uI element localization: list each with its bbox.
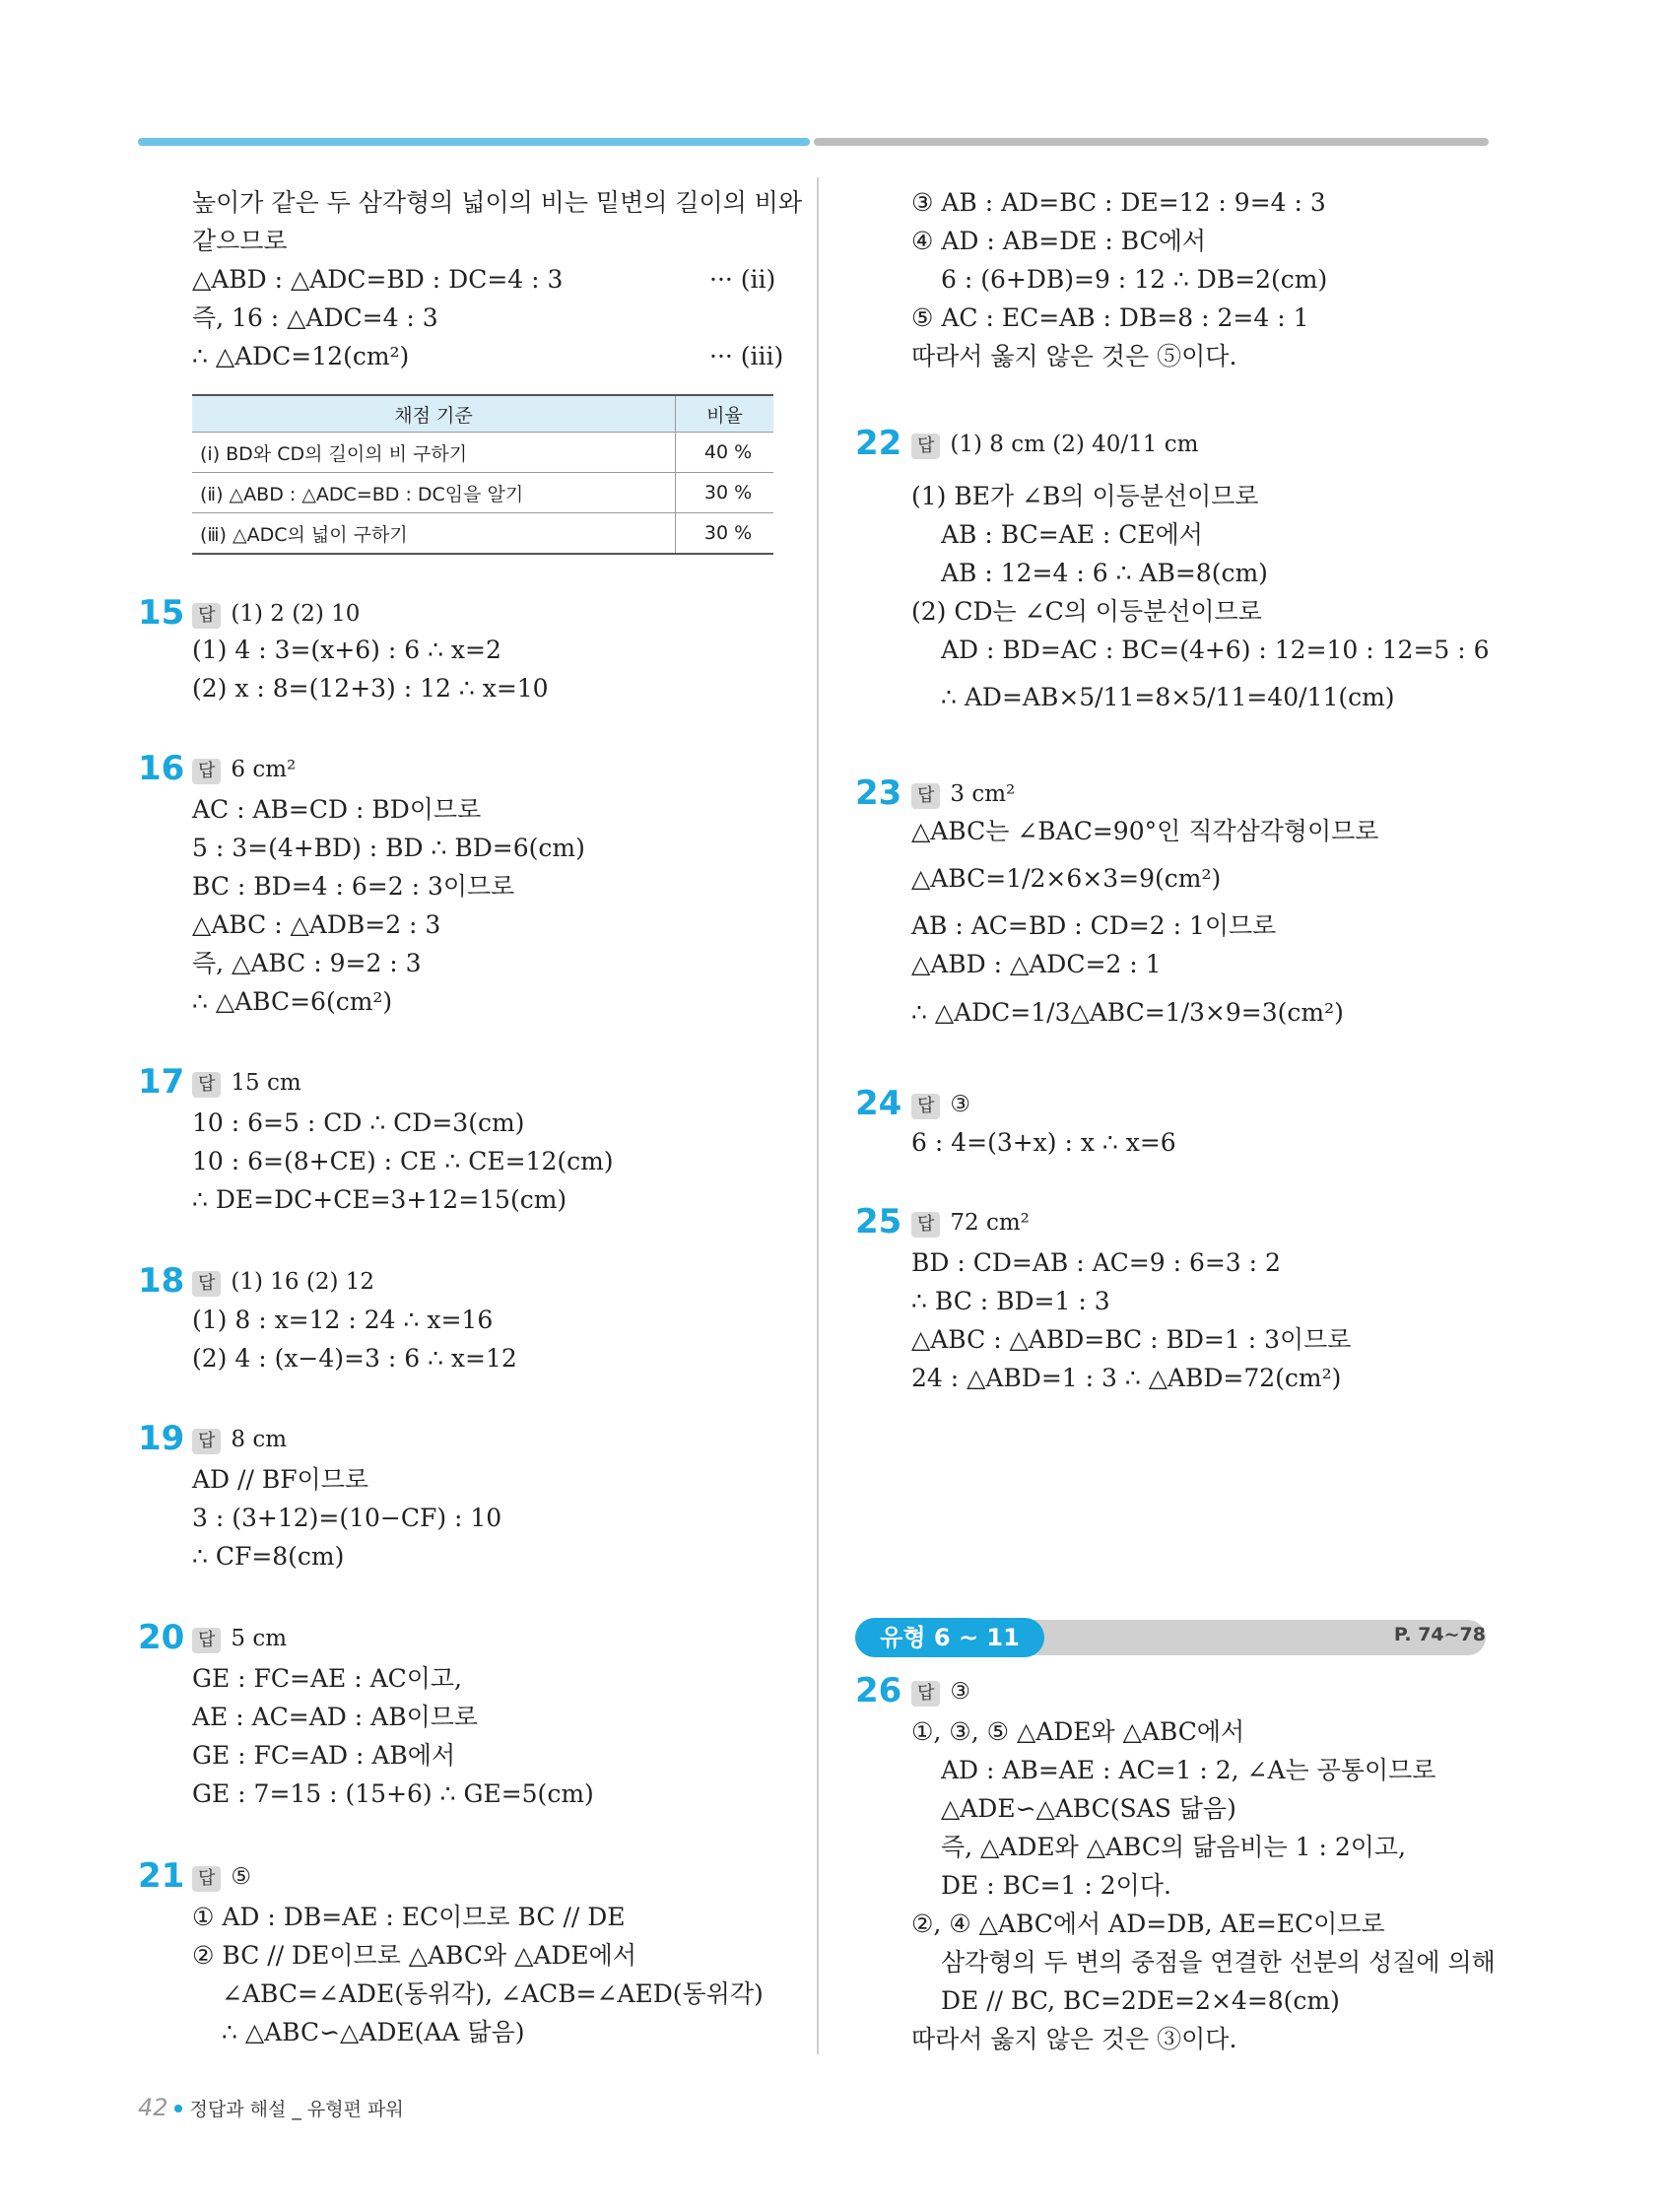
text-line: △ABD : △ADC=2 : 1 bbox=[911, 950, 1162, 978]
section-pages: P. 74~78 bbox=[1393, 1624, 1486, 1645]
text-line: AD : BD=AC : BC=(4+6) : 12=10 : 12=5 : 6 bbox=[941, 636, 1490, 664]
answer-tag: 답 bbox=[192, 1429, 221, 1454]
question-number: 21 bbox=[138, 1856, 185, 1896]
answer-line bbox=[192, 1066, 301, 1100]
answer-tag: 답 bbox=[911, 434, 940, 459]
answer-line bbox=[192, 597, 360, 631]
question-number: 15 bbox=[138, 593, 185, 633]
grading-header-ratio: 비율 bbox=[676, 395, 774, 433]
text-line: AC : AB=CD : BD이므로 bbox=[192, 795, 482, 824]
text-line: 따라서 옳지 않은 것은 ⑤이다. bbox=[911, 342, 1237, 370]
text-line: BD : CD=AB : AC=9 : 6=3 : 2 bbox=[911, 1248, 1281, 1277]
text-line: AD : AB=AE : AC=1 : 2, ∠A는 공통이므로 bbox=[941, 1756, 1436, 1784]
question-number: 22 bbox=[855, 424, 902, 463]
text-line: (1) 8 : x=12 : 24 ∴ x=16 bbox=[192, 1306, 494, 1334]
text-line: GE : FC=AE : AC이고, bbox=[192, 1664, 463, 1693]
grading-criterion: (ⅲ) △ADC의 넓이 구하기 bbox=[192, 513, 676, 555]
top-rule-right bbox=[814, 138, 1489, 146]
answer-value: 3 cm² bbox=[950, 781, 1016, 807]
text-line: (1) 4 : 3=(x+6) : 6 ∴ x=2 bbox=[192, 636, 501, 664]
page-number: 42 bbox=[138, 2094, 168, 2121]
text-line: 삼각형의 두 변의 중점을 연결한 선분의 성질에 의해 bbox=[941, 1948, 1496, 1977]
text-line: AB : 12=4 : 6 ∴ AB=8(cm) bbox=[941, 559, 1268, 587]
text-line: 5 : 3=(4+BD) : BD ∴ BD=6(cm) bbox=[192, 834, 585, 862]
text-line: GE : 7=15 : (15+6) ∴ GE=5(cm) bbox=[192, 1779, 594, 1808]
text-line: 10 : 6=5 : CD ∴ CD=3(cm) bbox=[192, 1108, 525, 1137]
text-line: ∴ DE=DC+CE=3+12=15(cm) bbox=[192, 1185, 567, 1214]
answer-tag: 답 bbox=[192, 603, 221, 629]
text-line: AD // BF이므로 bbox=[192, 1465, 369, 1494]
question-number: 25 bbox=[855, 1202, 902, 1241]
text-line: △ABC=1/2×6×3=9(cm²) bbox=[911, 864, 1222, 893]
text-line: ∴ CF=8(cm) bbox=[192, 1542, 345, 1571]
question-number: 19 bbox=[138, 1419, 185, 1458]
answer-tag: 답 bbox=[911, 1681, 940, 1707]
text-line: (2) 4 : (x−4)=3 : 6 ∴ x=12 bbox=[192, 1344, 517, 1373]
question-number: 26 bbox=[855, 1671, 902, 1710]
text-line: (2) x : 8=(12+3) : 12 ∴ x=10 bbox=[192, 674, 549, 703]
text-line: 6 : 4=(3+x) : x ∴ x=6 bbox=[911, 1128, 1176, 1157]
text-line: ①, ③, ⑤ △ADE와 △ABC에서 bbox=[911, 1717, 1245, 1746]
text-line: 24 : △ABD=1 : 3 ∴ △ABD=72(cm²) bbox=[911, 1364, 1342, 1392]
grading-ratio: 30 % bbox=[676, 473, 774, 513]
table-row bbox=[192, 473, 773, 513]
table-row bbox=[192, 433, 773, 473]
text-line: △ABC : △ADB=2 : 3 bbox=[192, 910, 441, 939]
text-line: △ADE∽△ABC(SAS 닮음) bbox=[941, 1794, 1236, 1823]
text-line: 즉, △ABC : 9=2 : 3 bbox=[192, 949, 422, 977]
step-mark: ··· (ⅱ) bbox=[709, 265, 776, 294]
text-line: 따라서 옳지 않은 것은 ③이다. bbox=[911, 2025, 1237, 2053]
text-line: ∴ AD=AB×5/11=8×5/11=40/11(cm) bbox=[941, 683, 1395, 711]
text-line: 즉, 16 : △ADC=4 : 3 bbox=[192, 303, 438, 332]
answer-line bbox=[192, 1860, 251, 1894]
answer-line bbox=[192, 1265, 374, 1299]
text-line: DE // BC, BC=2DE=2×4=8(cm) bbox=[941, 1986, 1340, 2015]
text-line: 10 : 6=(8+CE) : CE ∴ CE=12(cm) bbox=[192, 1147, 614, 1175]
grading-table bbox=[192, 394, 773, 555]
text-line: (1) BE가 ∠B의 이등분선이므로 bbox=[911, 482, 1259, 510]
grading-ratio: 30 % bbox=[676, 513, 774, 555]
answer-tag: 답 bbox=[911, 1094, 940, 1119]
answer-value: (1) 2 (2) 10 bbox=[231, 601, 361, 627]
text-line: ∴ △ABC∽△ADE(AA 닮음) bbox=[222, 2018, 525, 2046]
answer-line bbox=[911, 1206, 1030, 1240]
grading-ratio: 40 % bbox=[676, 433, 774, 473]
text-line: BC : BD=4 : 6=2 : 3이므로 bbox=[192, 872, 515, 901]
column-divider bbox=[817, 177, 819, 2054]
question-number: 17 bbox=[138, 1062, 185, 1102]
top-rule-left bbox=[138, 138, 810, 146]
text-line: ②, ④ △ABC에서 AD=DB, AE=EC이므로 bbox=[911, 1910, 1385, 1938]
page-footer bbox=[138, 2094, 404, 2121]
text-line: GE : FC=AD : AB에서 bbox=[192, 1741, 456, 1770]
text-line: △ABC : △ABD=BC : BD=1 : 3이므로 bbox=[911, 1325, 1352, 1354]
text-line: 6 : (6+DB)=9 : 12 ∴ DB=2(cm) bbox=[941, 265, 1328, 294]
step-mark: ··· (ⅲ) bbox=[709, 342, 784, 370]
text-line: ∴ BC : BD=1 : 3 bbox=[911, 1287, 1110, 1315]
question-number: 24 bbox=[855, 1084, 902, 1123]
text-line: 높이가 같은 두 삼각형의 넓이의 비는 밑변의 길이의 비와 bbox=[192, 188, 803, 217]
answer-value: ③ bbox=[950, 1679, 971, 1705]
answer-line bbox=[911, 428, 1198, 461]
question-number: 20 bbox=[138, 1618, 185, 1657]
text-line: ∠ABC=∠ADE(동위각), ∠ACB=∠AED(동위각) bbox=[222, 1979, 764, 2008]
question-number: 18 bbox=[138, 1261, 185, 1301]
text-line: △ABD : △ADC=BD : DC=4 : 3 bbox=[192, 265, 564, 294]
grading-header-criteria: 채점 기준 bbox=[192, 395, 676, 433]
answer-tag: 답 bbox=[192, 1072, 221, 1098]
answer-value: 72 cm² bbox=[950, 1210, 1030, 1236]
text-line: ∴ △ABC=6(cm²) bbox=[192, 987, 393, 1016]
answer-value: 15 cm bbox=[231, 1070, 301, 1096]
text-line: AB : AC=BD : CD=2 : 1이므로 bbox=[911, 911, 1277, 940]
answer-tag: 답 bbox=[911, 783, 940, 809]
text-line: AE : AC=AD : AB이므로 bbox=[192, 1703, 479, 1731]
answer-value: (1) 16 (2) 12 bbox=[231, 1269, 375, 1295]
answer-value: 5 cm bbox=[231, 1626, 288, 1651]
text-line: ③ AB : AD=BC : DE=12 : 9=4 : 3 bbox=[911, 188, 1326, 217]
answer-tag: 답 bbox=[192, 759, 221, 784]
text-line: DE : BC=1 : 2이다. bbox=[941, 1871, 1171, 1900]
question-number: 23 bbox=[855, 773, 902, 813]
text-line: ① AD : DB=AE : EC이므로 BC // DE bbox=[192, 1903, 626, 1931]
text-line: ② BC // DE이므로 △ABC와 △ADE에서 bbox=[192, 1941, 636, 1970]
text-line: △ABC는 ∠BAC=90°인 직각삼각형이므로 bbox=[911, 817, 1379, 845]
text-line: ⑤ AC : EC=AB : DB=8 : 2=4 : 1 bbox=[911, 303, 1309, 332]
text-line: ∴ △ADC=1/3△ABC=1/3×9=3(cm²) bbox=[911, 998, 1344, 1027]
answer-tag: 답 bbox=[911, 1212, 940, 1238]
bullet-dot-icon bbox=[174, 2105, 182, 2112]
answer-tag: 답 bbox=[192, 1628, 221, 1653]
answer-value: (1) 8 cm (2) 40/11 cm bbox=[950, 432, 1199, 457]
answer-tag: 답 bbox=[192, 1271, 221, 1297]
answer-line bbox=[911, 777, 1015, 811]
text-line: ∴ △ADC=12(cm²) bbox=[192, 342, 410, 370]
answer-tag: 답 bbox=[192, 1866, 221, 1892]
answer-value: ⑤ bbox=[231, 1864, 252, 1890]
answer-line bbox=[192, 1423, 287, 1456]
footer-title: 정답과 해설 _ 유형편 파워 bbox=[189, 2099, 404, 2120]
answer-value: ③ bbox=[950, 1092, 971, 1117]
text-line: AB : BC=AE : CE에서 bbox=[941, 520, 1203, 549]
answer-line bbox=[192, 1622, 287, 1655]
answer-value: 8 cm bbox=[231, 1427, 288, 1452]
question-number: 16 bbox=[138, 749, 185, 788]
text-line: (2) CD는 ∠C의 이등분선이므로 bbox=[911, 597, 1262, 626]
table-row bbox=[192, 513, 773, 555]
answer-line bbox=[911, 1675, 970, 1709]
text-line: 즉, △ADE와 △ABC의 닮음비는 1 : 2이고, bbox=[941, 1833, 1406, 1861]
text-line: 같으므로 bbox=[192, 227, 288, 255]
text-line: 3 : (3+12)=(10−CF) : 10 bbox=[192, 1504, 502, 1532]
grading-criterion: (ⅰ) BD와 CD의 길이의 비 구하기 bbox=[192, 433, 676, 473]
section-label: 유형 6 ~ 11 bbox=[855, 1618, 1044, 1657]
grading-criterion: (ⅱ) △ABD : △ADC=BD : DC임을 알기 bbox=[192, 473, 676, 513]
answer-line bbox=[192, 753, 296, 786]
answer-value: 6 cm² bbox=[231, 757, 297, 782]
text-line: ④ AD : AB=DE : BC에서 bbox=[911, 227, 1207, 255]
answer-line bbox=[911, 1088, 970, 1121]
